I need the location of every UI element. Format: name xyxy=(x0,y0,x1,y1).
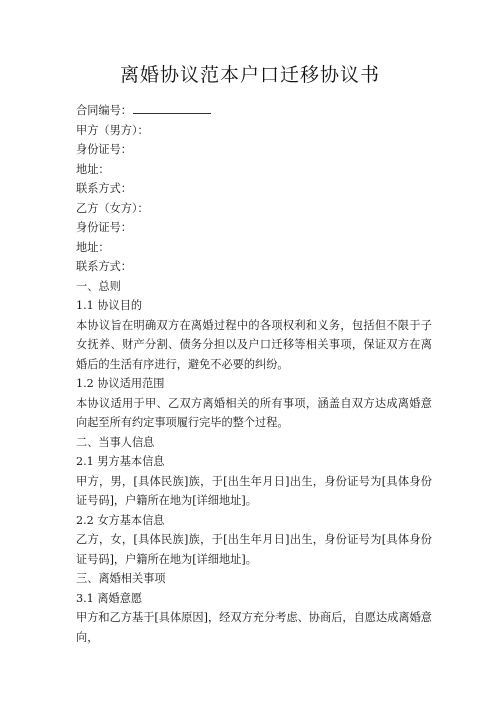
contract-number-blank xyxy=(133,101,211,114)
section-1-2-paragraph: 本协议适用于甲、乙双方离婚相关的所有事项，涵盖自双方达成离婚意向起至所有约定事项履行完毕的整个过程。 xyxy=(76,396,432,429)
section-2-2-heading: 2.2 女方基本信息 xyxy=(76,513,165,527)
party-b-label: 乙方（女方）： xyxy=(76,201,149,215)
section-2-heading: 二、当事人信息 xyxy=(76,435,155,449)
party-b-id-label: 身份证号： xyxy=(76,221,132,234)
document-body xyxy=(76,101,432,647)
section-3-1-heading: 3.1 离婚意愿 xyxy=(76,591,143,605)
section-2-2-paragraph: 乙方，女，[具体民族]族，于[出生年月日]出生，身份证号为[具体身份证号码]，户籍所在地为[详细地址]。 xyxy=(76,533,432,566)
party-a-contact-label: 联系方式： xyxy=(76,182,132,195)
party-b-contact-label: 联系方式： xyxy=(76,260,132,273)
section-3-heading: 三、离婚相关事项 xyxy=(76,572,166,585)
document-title: 离婚协议范本户口迁移协议书 xyxy=(119,64,380,86)
section-1-2-heading: 1.2 协议适用范围 xyxy=(76,377,165,390)
party-b-address-label: 地址： xyxy=(76,240,110,254)
section-2-1-paragraph: 甲方，男，[具体民族]族，于[出生年月日]出生，身份证号为[具体身份证号码]，户籍所在地为[详细地址]。 xyxy=(76,474,432,507)
contract-number-row xyxy=(76,101,432,121)
section-1-heading: 一、总则 xyxy=(76,279,121,293)
section-3-1-paragraph: 甲方和乙方基于[具体原因]，经双方充分考虑、协商后，自愿达成离婚意向， xyxy=(76,611,432,644)
section-1-1-paragraph: 本协议旨在明确双方在离婚过程中的各项权利和义务，包括但不限于子女抚养、财产分割、债务分担以及户口迁移等相关事项，保证双方在离婚后的生活有序进行，避免不必要的纠纷。 xyxy=(76,318,432,371)
section-2-1-heading: 2.1 男方基本信息 xyxy=(76,455,165,468)
party-a-address-label: 地址： xyxy=(76,162,110,176)
party-a-id-label: 身份证号： xyxy=(76,143,132,156)
contract-number-label: 合同编号： xyxy=(76,104,132,117)
party-a-label: 甲方（男方）： xyxy=(76,123,149,137)
section-1-1-heading: 1.1 协议目的 xyxy=(76,299,143,312)
